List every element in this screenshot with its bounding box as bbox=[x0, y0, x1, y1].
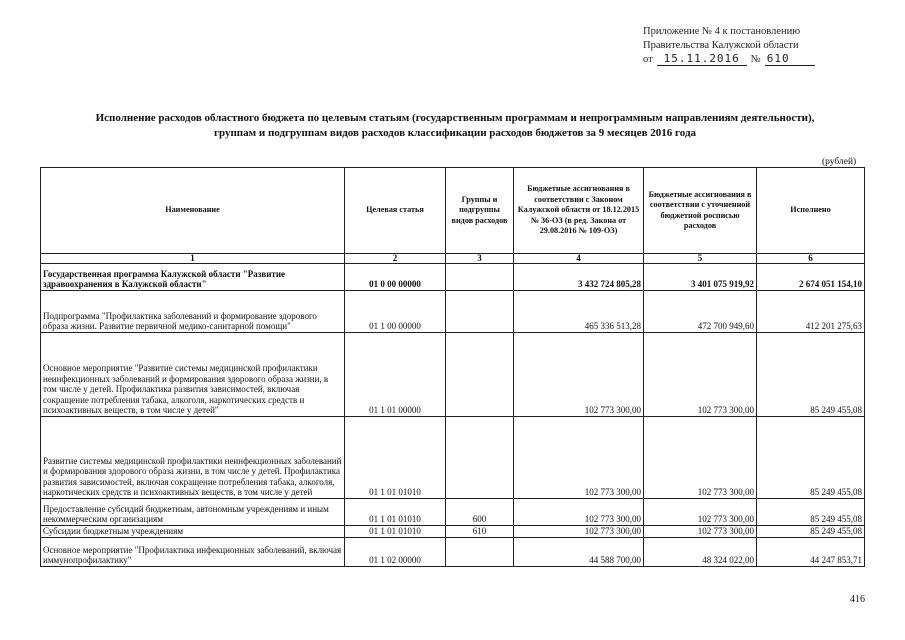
row-executed: 85 249 455,08 bbox=[757, 499, 865, 526]
header-executed: Исполнено bbox=[757, 168, 865, 254]
title-line-2: группам и подгруппам видов расходов классификации расходов бюджетов за 9 месяцев 2016 года bbox=[213, 127, 697, 139]
col-number: 5 bbox=[644, 254, 757, 264]
row-law: 465 336 513,28 bbox=[514, 291, 644, 333]
row-code: 01 1 02 00000 bbox=[345, 538, 446, 567]
title-line-1: Исполнение расходов областного бюджета по целевым статьям (государственным программам и непрограммным направлениям деятельности), bbox=[95, 112, 815, 124]
row-executed: 85 249 455,08 bbox=[757, 417, 865, 499]
row-executed: 85 249 455,08 bbox=[757, 333, 865, 417]
header-name: Наименование bbox=[41, 168, 345, 254]
appendix-line-1: Приложение № 4 к постановлению bbox=[643, 26, 801, 37]
row-group bbox=[446, 264, 514, 291]
row-law: 44 588 700,00 bbox=[514, 538, 644, 567]
row-executed: 2 674 051 154,10 bbox=[757, 264, 865, 291]
header-code: Целевая статья bbox=[345, 168, 446, 254]
row-executed: 85 249 455,08 bbox=[757, 526, 865, 538]
row-refined: 102 773 300,00 bbox=[644, 526, 757, 538]
appendix-signature-line bbox=[643, 53, 815, 67]
table-row bbox=[41, 526, 865, 538]
row-group: 610 bbox=[446, 526, 514, 538]
row-executed: 412 201 275,63 bbox=[757, 291, 865, 333]
row-group bbox=[446, 291, 514, 333]
resolution-number: 610 bbox=[765, 53, 815, 66]
row-law: 102 773 300,00 bbox=[514, 499, 644, 526]
row-name: Предоставление субсидий бюджетным, автономным учреждениям и иным некоммерческим организациям bbox=[41, 499, 345, 526]
row-refined: 472 700 949,60 bbox=[644, 291, 757, 333]
row-name: Основное мероприятие "Развитие системы медицинской профилактики неинфекционных заболеваний и формирования здорового образа жизни, в том числе у детей. Профилактика развития зависимостей, включая сокращение потребления табака, алкоголя, наркотических средств и психоактивных веществ, в том числе у детей" bbox=[41, 333, 345, 417]
row-name: Основное мероприятие "Профилактика инфекционных заболеваний, включая иммунопрофилактику" bbox=[41, 538, 345, 567]
page-number: 416 bbox=[850, 594, 865, 605]
row-code: 01 1 01 01010 bbox=[345, 499, 446, 526]
row-refined: 3 401 075 919,92 bbox=[644, 264, 757, 291]
row-group bbox=[446, 538, 514, 567]
col-number: 4 bbox=[514, 254, 644, 264]
header-group: Группы и подгруппы видов расходов bbox=[446, 168, 514, 254]
row-name: Субсидии бюджетным учреждениям bbox=[41, 526, 345, 538]
row-code: 01 1 01 01010 bbox=[345, 526, 446, 538]
row-group bbox=[446, 333, 514, 417]
col-number: 1 bbox=[41, 254, 345, 264]
row-name: Подпрограмма "Профилактика заболеваний и формирование здорового образа жизни. Развитие первичной медико-санитарной помощи" bbox=[41, 291, 345, 333]
table-row bbox=[41, 264, 865, 291]
col-number: 6 bbox=[757, 254, 865, 264]
row-refined: 102 773 300,00 bbox=[644, 499, 757, 526]
column-number-row bbox=[41, 254, 865, 264]
row-group bbox=[446, 417, 514, 499]
document-title bbox=[40, 111, 870, 141]
row-law: 102 773 300,00 bbox=[514, 333, 644, 417]
table-row bbox=[41, 291, 865, 333]
header-law: Бюджетные ассигнования в соответствии с Законом Калужской области от 18.12.2015 № 36-ОЗ (в ред. Закона от 29.08.2016 № 109-ОЗ) bbox=[514, 168, 644, 254]
row-name: Государственная программа Калужской области "Развитие здравоохранения в Калужской области" bbox=[41, 264, 345, 291]
table-row bbox=[41, 417, 865, 499]
row-code: 01 1 01 01010 bbox=[345, 417, 446, 499]
row-refined: 102 773 300,00 bbox=[644, 417, 757, 499]
row-code: 01 1 01 00000 bbox=[345, 333, 446, 417]
from-label: от bbox=[643, 54, 653, 65]
col-number: 3 bbox=[446, 254, 514, 264]
row-refined: 102 773 300,00 bbox=[644, 333, 757, 417]
row-code: 01 0 00 00000 bbox=[345, 264, 446, 291]
row-law: 102 773 300,00 bbox=[514, 417, 644, 499]
row-code: 01 1 00 00000 bbox=[345, 291, 446, 333]
row-law: 3 432 724 805,28 bbox=[514, 264, 644, 291]
table-row bbox=[41, 538, 865, 567]
unit-label: (рублей) bbox=[822, 157, 857, 167]
row-refined: 48 324 022,00 bbox=[644, 538, 757, 567]
row-name: Развитие системы медицинской профилактики неинфекционных заболеваний и формирования здорового образа жизни, в том числе у детей. Профилактика развития зависимостей, включая сокращение потребления табака, алкоголя, наркотических средств и психоактивных веществ, в том числе у детей bbox=[41, 417, 345, 499]
table-row bbox=[41, 499, 865, 526]
budget-table bbox=[40, 167, 865, 567]
appendix-block bbox=[643, 25, 815, 67]
number-label: № bbox=[750, 54, 761, 65]
table-row bbox=[41, 333, 865, 417]
appendix-line-2: Правительства Калужской области bbox=[643, 40, 799, 51]
row-group: 600 bbox=[446, 499, 514, 526]
row-law: 102 773 300,00 bbox=[514, 526, 644, 538]
col-number: 2 bbox=[345, 254, 446, 264]
row-executed: 44 247 853,71 bbox=[757, 538, 865, 567]
header-row bbox=[41, 168, 865, 254]
resolution-date: 15.11.2016 bbox=[657, 53, 747, 66]
header-refined: Бюджетные ассигнования в соответствии с уточненной бюджетной росписью расходов bbox=[644, 168, 757, 254]
